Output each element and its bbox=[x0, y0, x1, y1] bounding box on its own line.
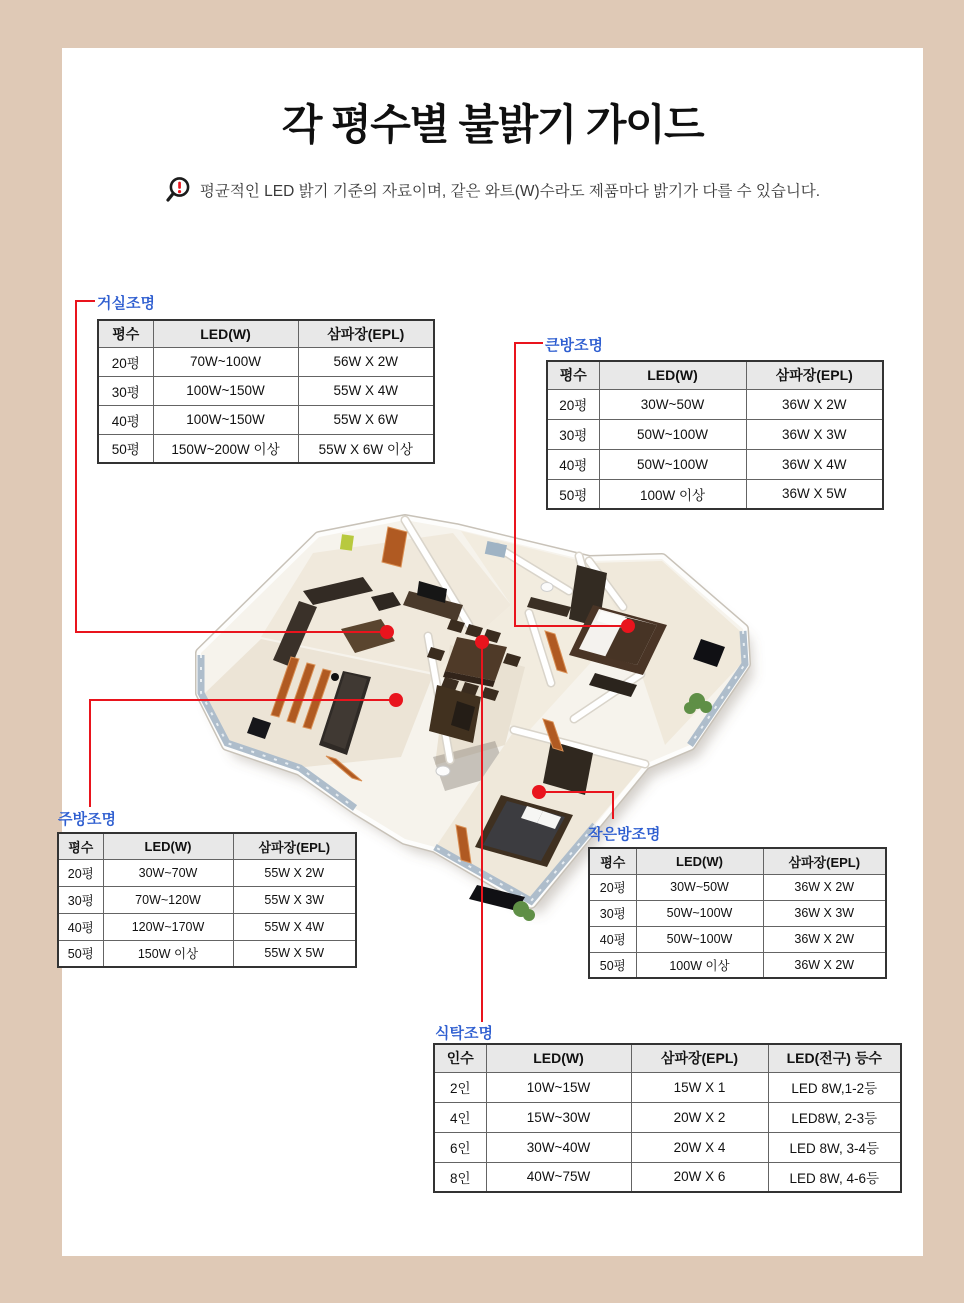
section-label-kitchen: 주방조명 bbox=[58, 811, 116, 828]
cell: 36W X 2W bbox=[763, 952, 886, 978]
cell: 30평 bbox=[98, 376, 153, 405]
cell: 30W~50W bbox=[599, 389, 746, 419]
cell: 55W X 5W bbox=[233, 940, 356, 967]
cell: 30평 bbox=[589, 900, 636, 926]
cell: LED 8W,1-2등 bbox=[768, 1072, 901, 1102]
cell: 40W~75W bbox=[486, 1162, 631, 1192]
table-row bbox=[98, 347, 434, 376]
column-header: LED(전구) 등수 bbox=[768, 1044, 901, 1072]
column-header: 삼파장(EPL) bbox=[763, 848, 886, 874]
header-row bbox=[58, 833, 356, 859]
section-label-bigroom: 큰방조명 bbox=[545, 337, 603, 354]
column-header: LED(W) bbox=[153, 320, 298, 347]
column-header: 평수 bbox=[547, 361, 599, 389]
cell: 20W X 6 bbox=[631, 1162, 768, 1192]
cell: 36W X 2W bbox=[763, 874, 886, 900]
table-row bbox=[434, 1072, 901, 1102]
cell: 40평 bbox=[547, 449, 599, 479]
table-row bbox=[58, 859, 356, 886]
column-header: 평수 bbox=[98, 320, 153, 347]
header-row bbox=[547, 361, 883, 389]
header-row bbox=[434, 1044, 901, 1072]
cell: 40평 bbox=[98, 405, 153, 434]
column-header: 삼파장(EPL) bbox=[631, 1044, 768, 1072]
section-label-dining: 식탁조명 bbox=[435, 1025, 493, 1042]
cell: 36W X 3W bbox=[746, 419, 883, 449]
notice-text: 평균적인 LED 밝기 기준의 자료이며, 같은 와트(W)수라도 제품마다 밝기가 다를 수 있습니다. bbox=[199, 182, 821, 200]
cell: 2인 bbox=[434, 1072, 486, 1102]
cell: 4인 bbox=[434, 1102, 486, 1132]
cell: 30평 bbox=[58, 886, 103, 913]
table-row bbox=[547, 479, 883, 509]
cell: 36W X 2W bbox=[763, 926, 886, 952]
table-row bbox=[58, 913, 356, 940]
cell: 55W X 6W bbox=[298, 405, 434, 434]
cell: 40평 bbox=[58, 913, 103, 940]
table-row bbox=[434, 1162, 901, 1192]
header-row bbox=[589, 848, 886, 874]
cell: 56W X 2W bbox=[298, 347, 434, 376]
column-header: 평수 bbox=[58, 833, 103, 859]
cell: 50평 bbox=[589, 952, 636, 978]
cell: 30평 bbox=[547, 419, 599, 449]
table-row bbox=[589, 952, 886, 978]
table-row bbox=[547, 449, 883, 479]
cell: 15W X 1 bbox=[631, 1072, 768, 1102]
cell: 20평 bbox=[547, 389, 599, 419]
table-row bbox=[58, 886, 356, 913]
cell: 55W X 2W bbox=[233, 859, 356, 886]
column-header: 삼파장(EPL) bbox=[746, 361, 883, 389]
bigroom-lighting-table bbox=[546, 360, 884, 510]
cell: 70W~100W bbox=[153, 347, 298, 376]
cell: 36W X 3W bbox=[763, 900, 886, 926]
column-header: 삼파장(EPL) bbox=[298, 320, 434, 347]
page-title: 각 평수별 불밝기 가이드 bbox=[281, 101, 704, 148]
cell: 55W X 6W 이상 bbox=[298, 434, 434, 463]
table-row bbox=[589, 926, 886, 952]
cell: 20평 bbox=[98, 347, 153, 376]
cell: 15W~30W bbox=[486, 1102, 631, 1132]
cell: LED 8W, 4-6등 bbox=[768, 1162, 901, 1192]
section-label-living: 거실조명 bbox=[97, 295, 155, 312]
column-header: LED(W) bbox=[636, 848, 763, 874]
cell: LED8W, 2-3등 bbox=[768, 1102, 901, 1132]
column-header: LED(W) bbox=[103, 833, 233, 859]
cell: 120W~170W bbox=[103, 913, 233, 940]
living-lighting-table bbox=[97, 319, 435, 464]
cell: 100W 이상 bbox=[636, 952, 763, 978]
cell: 70W~120W bbox=[103, 886, 233, 913]
table-row bbox=[547, 419, 883, 449]
cell: 100W~150W bbox=[153, 376, 298, 405]
cell: 40평 bbox=[589, 926, 636, 952]
cell: 100W 이상 bbox=[599, 479, 746, 509]
cell: 6인 bbox=[434, 1132, 486, 1162]
table-row bbox=[98, 405, 434, 434]
cell: 20평 bbox=[58, 859, 103, 886]
cell: 30W~70W bbox=[103, 859, 233, 886]
cell: 50평 bbox=[58, 940, 103, 967]
header-row bbox=[98, 320, 434, 347]
cell: 20W X 2 bbox=[631, 1102, 768, 1132]
column-header: LED(W) bbox=[486, 1044, 631, 1072]
cell: 36W X 4W bbox=[746, 449, 883, 479]
table-row bbox=[589, 900, 886, 926]
column-header: LED(W) bbox=[599, 361, 746, 389]
table-row bbox=[58, 940, 356, 967]
dining-lighting-table bbox=[433, 1043, 902, 1193]
cell: 36W X 2W bbox=[746, 389, 883, 419]
table-row bbox=[589, 874, 886, 900]
kitchen-lighting-table bbox=[57, 832, 357, 968]
cell: 50W~100W bbox=[636, 900, 763, 926]
cell: 10W~15W bbox=[486, 1072, 631, 1102]
column-header: 평수 bbox=[589, 848, 636, 874]
smallroom-lighting-table bbox=[588, 847, 887, 979]
cell: 36W X 5W bbox=[746, 479, 883, 509]
table-row bbox=[434, 1132, 901, 1162]
cell: 50W~100W bbox=[636, 926, 763, 952]
cell: 55W X 3W bbox=[233, 886, 356, 913]
section-label-smallroom: 작은방조명 bbox=[588, 826, 661, 843]
cell: 20평 bbox=[589, 874, 636, 900]
table-row bbox=[547, 389, 883, 419]
cell: 50W~100W bbox=[599, 419, 746, 449]
table-row bbox=[98, 376, 434, 405]
cell: 50평 bbox=[98, 434, 153, 463]
cell: 50W~100W bbox=[599, 449, 746, 479]
column-header: 인수 bbox=[434, 1044, 486, 1072]
cell: 8인 bbox=[434, 1162, 486, 1192]
cell: 30W~40W bbox=[486, 1132, 631, 1162]
cell: 55W X 4W bbox=[298, 376, 434, 405]
cell: LED 8W, 3-4등 bbox=[768, 1132, 901, 1162]
magnifier-exclamation-icon bbox=[165, 176, 191, 203]
cell: 20W X 4 bbox=[631, 1132, 768, 1162]
cell: 50평 bbox=[547, 479, 599, 509]
cell: 150W~200W 이상 bbox=[153, 434, 298, 463]
cell: 55W X 4W bbox=[233, 913, 356, 940]
cell: 150W 이상 bbox=[103, 940, 233, 967]
table-row bbox=[98, 434, 434, 463]
cell: 100W~150W bbox=[153, 405, 298, 434]
table-row bbox=[434, 1102, 901, 1132]
column-header: 삼파장(EPL) bbox=[233, 833, 356, 859]
cell: 30W~50W bbox=[636, 874, 763, 900]
notice-line bbox=[62, 176, 923, 203]
